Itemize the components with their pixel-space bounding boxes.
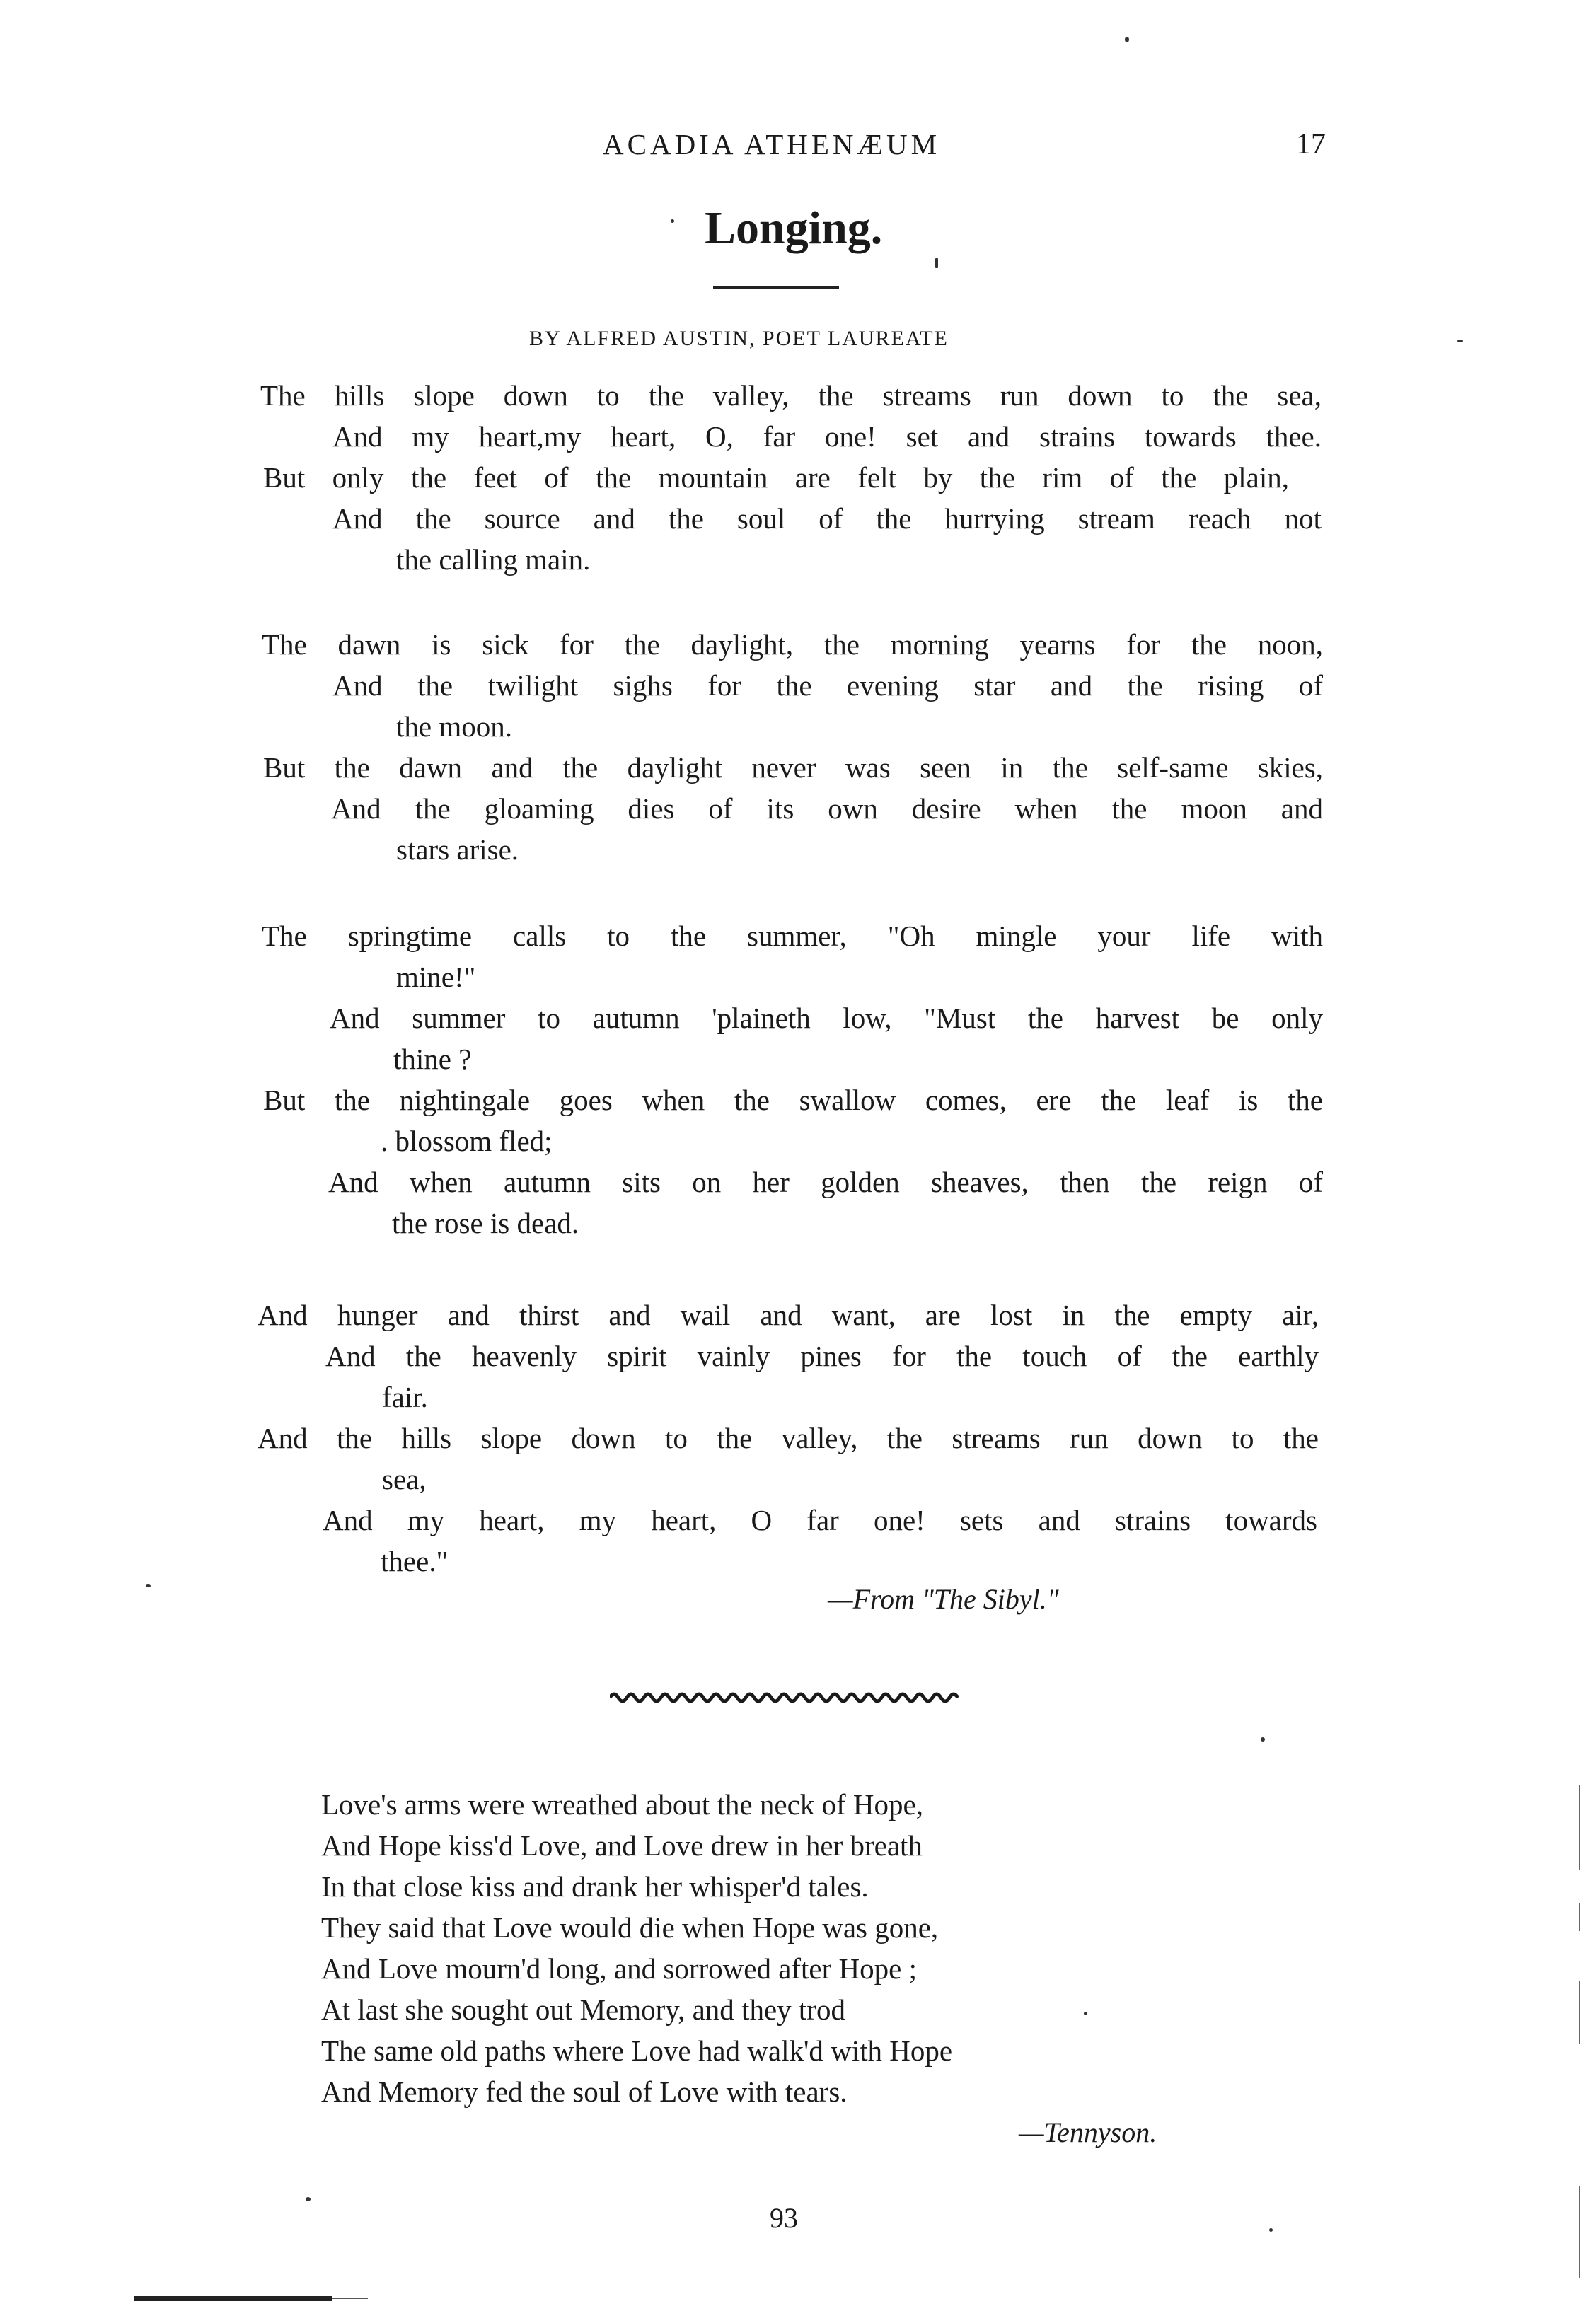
scan-edge-dash [332,2298,368,2299]
poem-line: And when autumn sits on her golden sheaves, then the reign of [328,1166,1323,1198]
poem-line: In that close kiss and drank her whisper'd tales. [321,1870,869,1903]
poem-line: stars arise. [396,833,519,866]
scan-edge-bar [134,2296,332,2301]
folio-number: 93 [770,2202,798,2234]
title-rule [713,286,839,289]
poem-line: Love's arms were wreathed about the neck of Hope, [321,1788,923,1821]
poem-line: the calling main. [396,543,591,576]
scan-speck [1125,37,1129,42]
poem-line: The dawn is sick for the daylight, the morning yearns for the noon, [262,628,1323,661]
poem-line: And my heart, my heart, O far one! sets and strains towards [323,1504,1317,1536]
scan-speck [1261,1737,1265,1742]
poem-line: The springtime calls to the summer, "Oh mingle your life with [262,920,1323,952]
scan-speck [1457,340,1463,342]
poem-line: And the gloaming dies of its own desire when the moon and [331,792,1323,825]
poem-line: The hills slope down to the valley, the streams run down to the sea, [260,379,1322,412]
poem-line: And the heavenly spirit vainly pines for the touch of the earthly [325,1340,1319,1372]
margin-mark [1579,1981,1580,2044]
poem-line: mine!" [396,961,476,993]
poem-line: the rose is dead. [392,1207,579,1239]
poem-line: They said that Love would die when Hope was gone, [321,1911,939,1944]
poem-line: And Love mourn'd long, and sorrowed after Hope ; [321,1952,917,1985]
page-number: 17 [1296,128,1326,161]
ornamental-divider [610,1689,964,1706]
poem-line: thee." [381,1545,449,1577]
scan-speck [935,258,938,268]
scan-speck [671,219,674,223]
poem-line: The same old paths where Love had walk'd with Hope [321,2034,953,2067]
poem-line: And the hills slope down to the valley, the streams run down to the [258,1422,1319,1454]
poem-line: And the twilight sighs for the evening star and the rising of [332,669,1323,702]
poem-line: sea, [382,1463,427,1495]
scan-speck [1269,2228,1273,2232]
poem-line: And Memory fed the soul of Love with tears. [321,2075,848,2108]
poem-line: And hunger and thirst and wail and want, are lost in the empty air, [258,1299,1319,1331]
poem-line: At last she sought out Memory, and they trod [321,1993,845,2026]
poem-attribution: —Tennyson. [1019,2116,1157,2148]
poem-line: But only the feet of the mountain are felt by the rim of the plain, [263,461,1289,494]
scan-speck [146,1584,151,1587]
poem-line: And summer to autumn 'plaineth low, "Must the harvest be only [330,1002,1323,1034]
byline: BY ALFRED AUSTIN, POET LAUREATE [529,327,949,350]
running-head: ACADIA ATHENÆUM [603,128,941,161]
poem-line: And Hope kiss'd Love, and Love drew in her breath [321,1829,923,1862]
poem-line: But the nightingale goes when the swallow comes, ere the leaf is the [263,1084,1323,1116]
poem-line: . blossom fled; [381,1125,553,1157]
poem-line: And the source and the soul of the hurrying stream reach not [332,502,1322,535]
poem-line: But the dawn and the daylight never was seen in the self-same skies, [263,751,1323,784]
poem-title: Longing. [705,202,883,254]
margin-mark [1579,1903,1580,1931]
poem-line: And my heart,my heart, O, far one! set and strains towards thee. [332,420,1322,453]
margin-mark [1579,2186,1580,2278]
poem-line: fair. [382,1381,428,1413]
margin-mark [1579,1785,1580,1870]
scan-speck [1084,2012,1087,2015]
poem-attribution: —From "The Sibyl." [828,1583,1059,1615]
poem-line: the moon. [396,710,512,743]
scan-speck [306,2197,311,2201]
poem-line: thine ? [393,1043,472,1075]
